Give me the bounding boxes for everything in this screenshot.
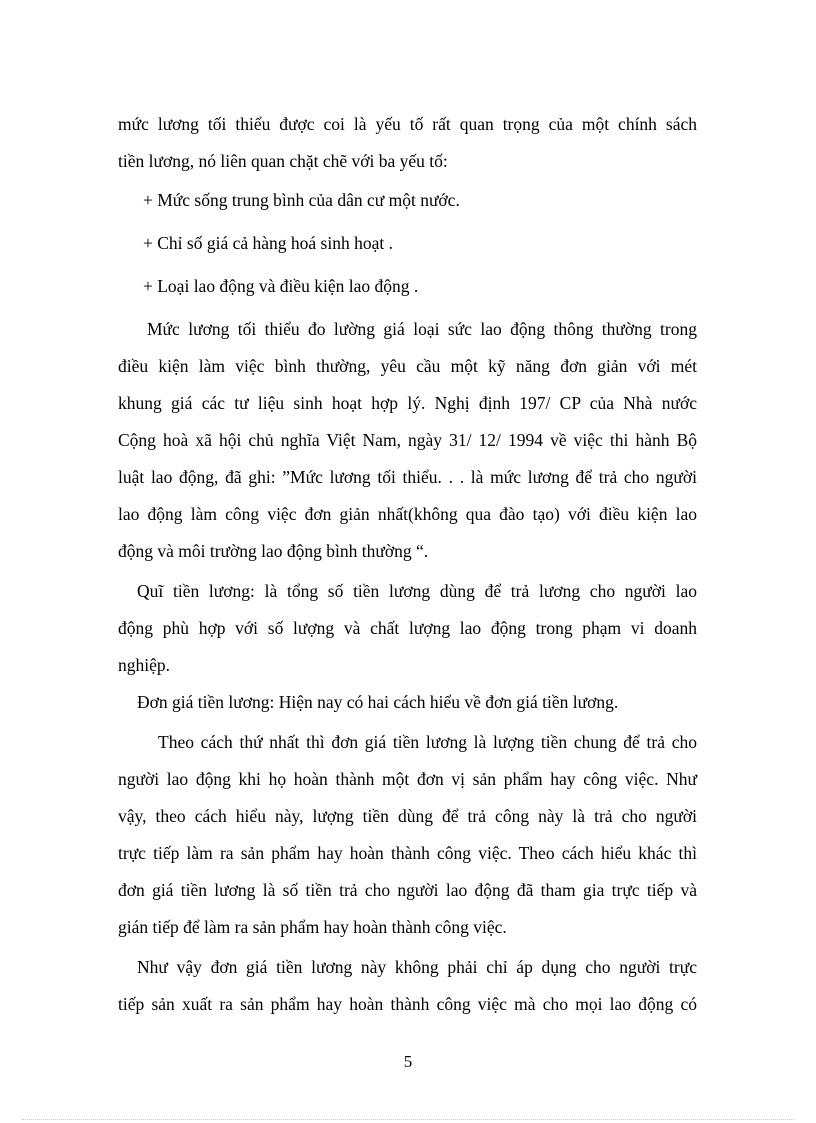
- paragraph-5-line-5: đơn giá tiền lương là số tiền trả cho người lao động đã tham gia trực tiếp và: [118, 880, 697, 900]
- paragraph-1-line-2: tiền lương, nó liên quan chặt chẽ với ba yếu tố:: [118, 151, 448, 171]
- paragraph-5-line-1: Theo cách thứ nhất thì đơn giá tiền lương là lượng tiền chung để trả cho: [158, 732, 697, 752]
- paragraph-4-line-1: Đơn giá tiền lương: Hiện nay có hai cách hiểu về đơn giá tiền lương.: [137, 692, 619, 712]
- page-number: 5: [403, 1052, 413, 1071]
- paragraph-5-line-4: trực tiếp làm ra sản phẩm hay hoàn thành công việc. Theo cách hiểu khác thì: [118, 843, 697, 863]
- paragraph-1-line-1: mức lương tối thiểu được coi là yếu tố rất quan trọng của một chính sách: [118, 114, 697, 134]
- paragraph-2-line-6: lao động làm công việc đơn giản nhất(không qua đào tạo) với điều kiện lao: [118, 504, 697, 524]
- paragraph-6-line-2: tiếp sản xuất ra sản phẩm hay hoàn thành công việc mà cho mọi lao động có: [118, 994, 697, 1014]
- paragraph-2-line-5: luật lao động, đã ghi: ”Mức lương tối thiểu. . . là mức lương để trả cho người: [118, 467, 697, 487]
- paragraph-3-line-3: nghiệp.: [118, 655, 171, 675]
- list-item-2: + Chỉ số giá cả hàng hoá sinh hoạt .: [143, 233, 393, 253]
- paragraph-6-line-1: Như vậy đơn giá tiền lương này không phải chỉ áp dụng cho người trực: [137, 957, 697, 977]
- paragraph-5-line-3: vậy, theo cách hiểu này, lượng tiền dùng để trả công này là trả cho người: [118, 806, 697, 826]
- paragraph-2-line-1: Mức lương tối thiểu đo lường giá loại sức lao động thông thường trong: [147, 319, 697, 339]
- paragraph-3-line-2: động phù hợp với số lượng và chất lượng lao động trong phạm vi doanh: [118, 618, 697, 638]
- paragraph-5-line-6: gián tiếp để làm ra sản phẩm hay hoàn thành công việc.: [118, 917, 507, 937]
- paragraph-2-line-2: điều kiện làm việc bình thường, yêu cầu một kỹ năng đơn giản với mét: [118, 356, 697, 376]
- list-item-3: + Loại lao động và điều kiện lao động .: [143, 276, 419, 296]
- list-item-1: + Mức sống trung bình của dân cư một nước.: [143, 190, 460, 210]
- page-bottom-border: [22, 1119, 794, 1120]
- paragraph-5-line-2: người lao động khi họ hoàn thành một đơn vị sản phẩm hay công việc. Như: [118, 769, 697, 789]
- paragraph-2-line-4: Cộng hoà xã hội chủ nghĩa Việt Nam, ngày 31/ 12/ 1994 về việc thi hành Bộ: [118, 430, 697, 450]
- paragraph-2-line-7: động và môi trường lao động bình thường “.: [118, 541, 429, 561]
- paragraph-2-line-3: khung giá các tư liệu sinh hoạt hợp lý. Nghị định 197/ CP của Nhà nước: [118, 393, 697, 413]
- paragraph-3-line-1: Quĩ tiền lương: là tổng số tiền lương dùng để trả lương cho người lao: [137, 581, 697, 601]
